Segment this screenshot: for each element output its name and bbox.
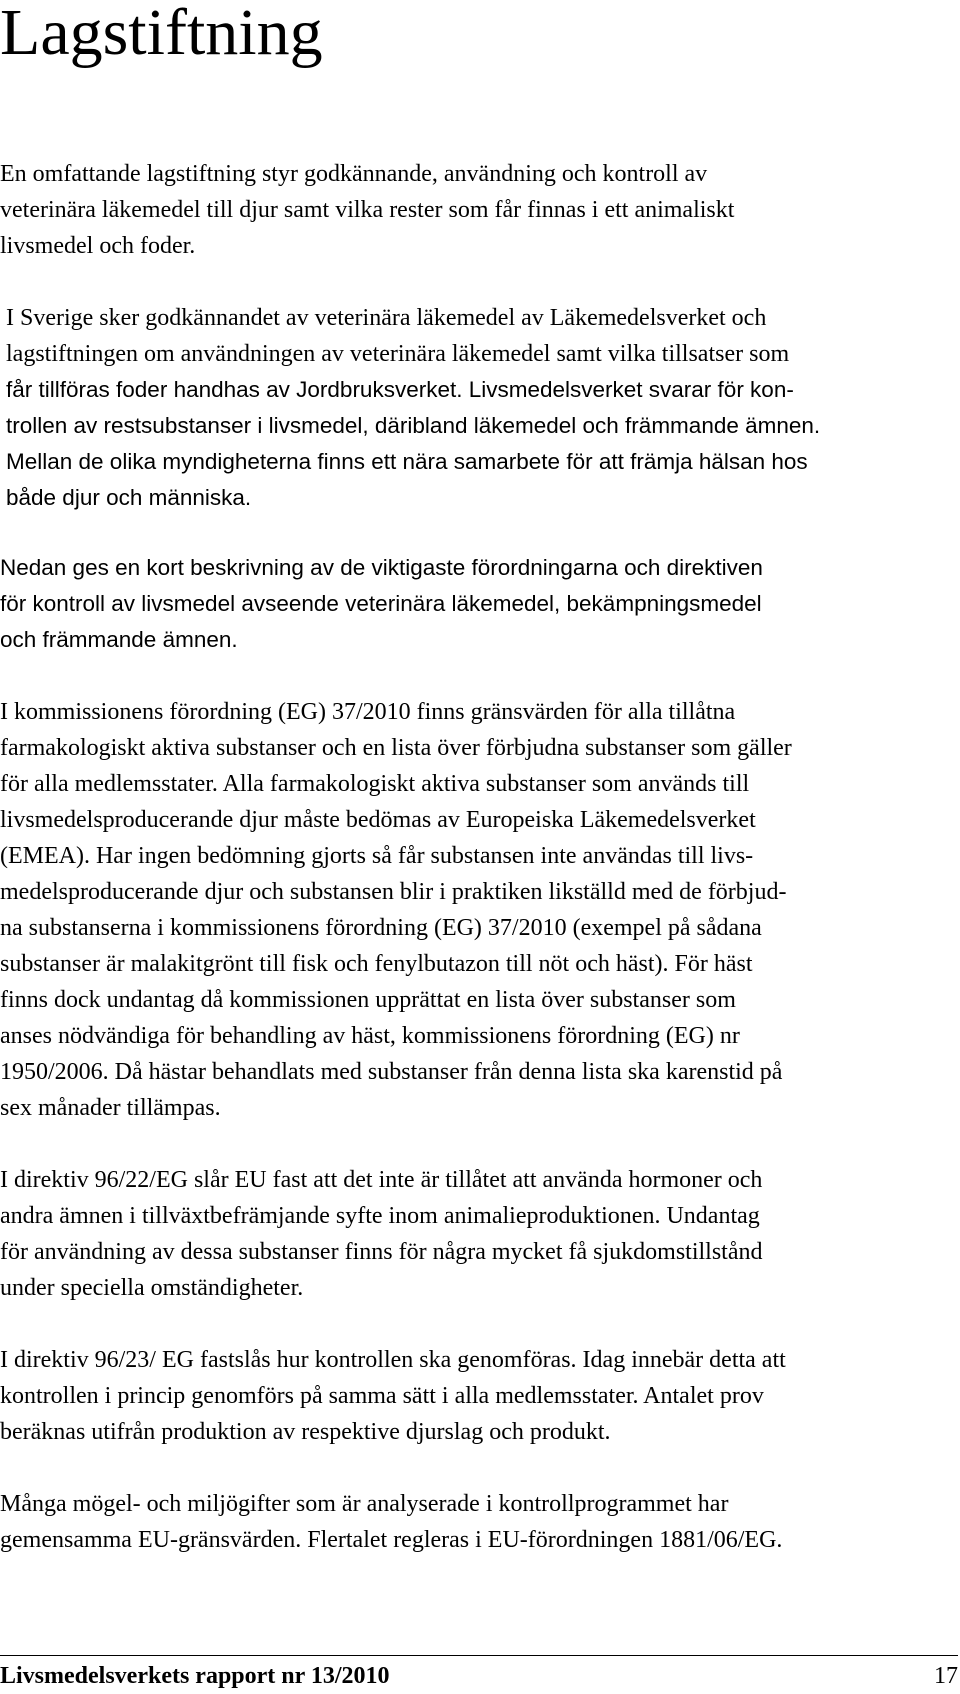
page-title: Lagstiftning	[0, 0, 323, 69]
text-line: En omfattande lagstiftning styr godkännande, användning och kontroll av	[0, 161, 708, 187]
text-line: anses nödvändiga för behandling av häst, kommissionens förordning (EG) nr	[0, 1023, 740, 1049]
text-line: lagstiftningen om användningen av veterinära läkemedel samt vilka tillsatser som	[6, 341, 790, 367]
text-line: andra ämnen i tillväxtbefrämjande syfte inom animalieproduktionen. Undantag	[0, 1203, 760, 1229]
paragraph-directive-96-22	[0, 1162, 958, 1306]
text-line: I direktiv 96/22/EG slår EU fast att det inte är tillåtet att använda hormoner och	[0, 1167, 763, 1193]
text-line: gemensamma EU-gränsvärden. Flertalet regleras i EU-förordningen 1881/06/EG.	[0, 1527, 783, 1553]
text-line: både djur och människa.	[6, 485, 252, 510]
text-line: Många mögel- och miljögifter som är analyserade i kontrollprogrammet har	[0, 1491, 729, 1517]
text-line: veterinära läkemedel till djur samt vilka rester som får finnas i ett animaliskt	[0, 197, 735, 223]
text-line: för användning av dessa substanser finns för några mycket få sjukdomstillstånd	[0, 1239, 763, 1265]
text-line: under speciella omständigheter.	[0, 1275, 304, 1301]
text-line: Mellan de olika myndigheterna finns ett nära samarbete för att främja hälsan hos	[6, 449, 808, 474]
text-line: trollen av restsubstanser i livsmedel, däribland läkemedel och främmande ämnen.	[6, 413, 821, 438]
text-line: (EMEA). Har ingen bedömning gjorts så får substansen inte användas till livs-	[0, 843, 754, 869]
text-line: livsmedelsproducerande djur måste bedömas av Europeiska Läkemedelsverket	[0, 807, 756, 833]
text-line: livsmedel och foder.	[0, 233, 196, 259]
text-line: substanser är malakitgrönt till fisk och fenylbutazon till nöt och häst). För häst	[0, 951, 753, 977]
report-title: Livsmedelsverkets rapport nr 13/2010	[0, 1663, 390, 1689]
text-line: I direktiv 96/23/ EG fastslås hur kontrollen ska genomföras. Idag innebär detta att	[0, 1347, 786, 1373]
text-line: sex månader tillämpas.	[0, 1095, 221, 1121]
text-line: för kontroll av livsmedel avseende veterinära läkemedel, bekämpningsmedel	[0, 591, 762, 616]
text-line: medelsproducerande djur och substansen blir i praktiken likställd med de förbjud-	[0, 879, 787, 905]
text-line: farmakologiskt aktiva substanser och en lista över förbjudna substanser som gäller	[0, 735, 792, 761]
text-line: Nedan ges en kort beskrivning av de viktigaste förordningarna och direktiven	[0, 555, 763, 580]
text-line: kontrollen i princip genomförs på samma sätt i alla medlemsstater. Antalet prov	[0, 1383, 764, 1409]
page-footer	[0, 1655, 958, 1692]
text-line: beräknas utifrån produktion av respektive djurslag och produkt.	[0, 1419, 611, 1445]
text-line: finns dock undantag då kommissionen upprättat en lista över substanser som	[0, 987, 736, 1013]
paragraph-overview	[0, 550, 958, 658]
text-line: I Sverige sker godkännandet av veterinära läkemedel av Läkemedelsverket och	[6, 305, 767, 331]
text-line: för alla medlemsstater. Alla farmakologiskt aktiva substanser som används till	[0, 771, 750, 797]
text-line: och främmande ämnen.	[0, 627, 238, 652]
text-line: na substanserna i kommissionens förordning (EG) 37/2010 (exempel på sådana	[0, 915, 762, 941]
paragraph-regulation-37-2010	[0, 694, 958, 1126]
paragraph-authorities	[0, 300, 958, 516]
text-line: I kommissionens förordning (EG) 37/2010 finns gränsvärden för alla tillåtna	[0, 699, 736, 725]
text-line: får tillföras foder handhas av Jordbruksverket. Livsmedelsverket svarar för kon-	[6, 377, 794, 402]
paragraph-directive-96-23	[0, 1342, 958, 1450]
paragraph-mycotoxins	[0, 1486, 958, 1558]
body-text	[0, 156, 958, 1594]
paragraph-intro	[0, 156, 958, 264]
page-number: 17	[934, 1663, 958, 1689]
text-line: 1950/2006. Då hästar behandlats med substanser från denna lista ska karenstid på	[0, 1059, 783, 1085]
